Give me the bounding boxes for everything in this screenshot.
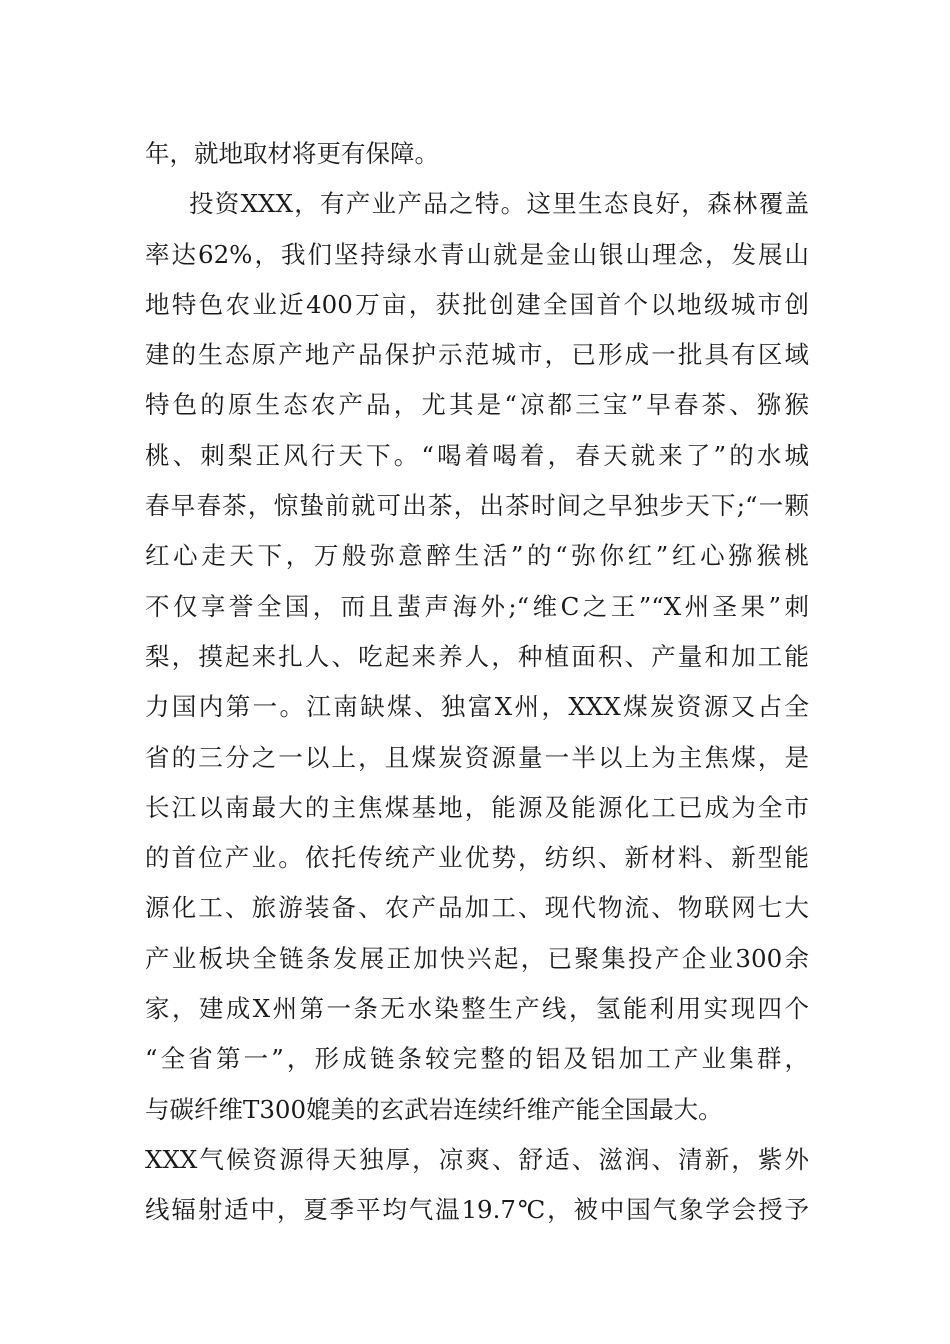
text-line: 梨，摸起来扎人、吃起来养人，种植面积、产量和加工能: [145, 641, 809, 671]
text-line: 省的三分之一以上，且煤炭资源量一半以上为主焦煤，是: [145, 742, 809, 772]
text-line: 线辐射适中，夏季平均气温19.7℃，被中国气象学会授予: [145, 1195, 809, 1225]
text-line: 的首位产业。依托传统产业优势，纺织、新材料、新型能: [145, 843, 809, 873]
text-line: 桃、刺梨正风行天下。“喝着喝着，春天就来了”的水城: [145, 440, 809, 470]
text-line: 源化工、旅游装备、农产品加工、现代物流、物联网七大: [145, 893, 809, 923]
text-line: 特色的原生态农产品，尤其是“凉都三宝”早春茶、猕猴: [145, 390, 809, 420]
body-text: [145, 129, 809, 1236]
text-line: 地特色农业近400万亩，获批创建全国首个以地级城市创: [145, 289, 809, 319]
text-line: “全省第一”，形成链条较完整的铝及铝加工产业集群，: [145, 1044, 809, 1074]
text-line: XXX气候资源得天独厚，凉爽、舒适、滋润、清新，紫外: [145, 1144, 809, 1174]
text-line: 建的生态原产地产品保护示范城市，已形成一批具有区域: [145, 340, 809, 370]
text-line: 产业板块全链条发展正加快兴起，已聚集投产企业300余: [145, 943, 809, 973]
text-line: 与碳纤维T300媲美的玄武岩连续纤维产能全国最大。: [145, 1094, 723, 1124]
text-line: 不仅享誉全国，而且蜚声海外;“维C之王”“X州圣果”刺: [145, 591, 809, 621]
text-line: 率达62%，我们坚持绿水青山就是金山银山理念，发展山: [145, 239, 809, 269]
text-line: 长江以南最大的主焦煤基地，能源及能源化工已成为全市: [145, 792, 809, 822]
text-line: 投资XXX，有产业产品之特。这里生态良好，森林覆盖: [189, 189, 809, 219]
text-line: 力国内第一。江南缺煤、独富X州，XXX煤炭资源又占全: [145, 692, 809, 722]
text-line: 家，建成X州第一条无水染整生产线，氢能利用实现四个: [145, 994, 809, 1024]
text-line: 春早春茶，惊蛰前就可出茶，出茶时间之早独步天下;“一颗: [145, 491, 809, 521]
text-line: 年，就地取材将更有保障。: [145, 139, 439, 168]
text-line: 红心走天下，万般弥意醉生活”的“弥你红”红心猕猴桃: [145, 541, 809, 571]
